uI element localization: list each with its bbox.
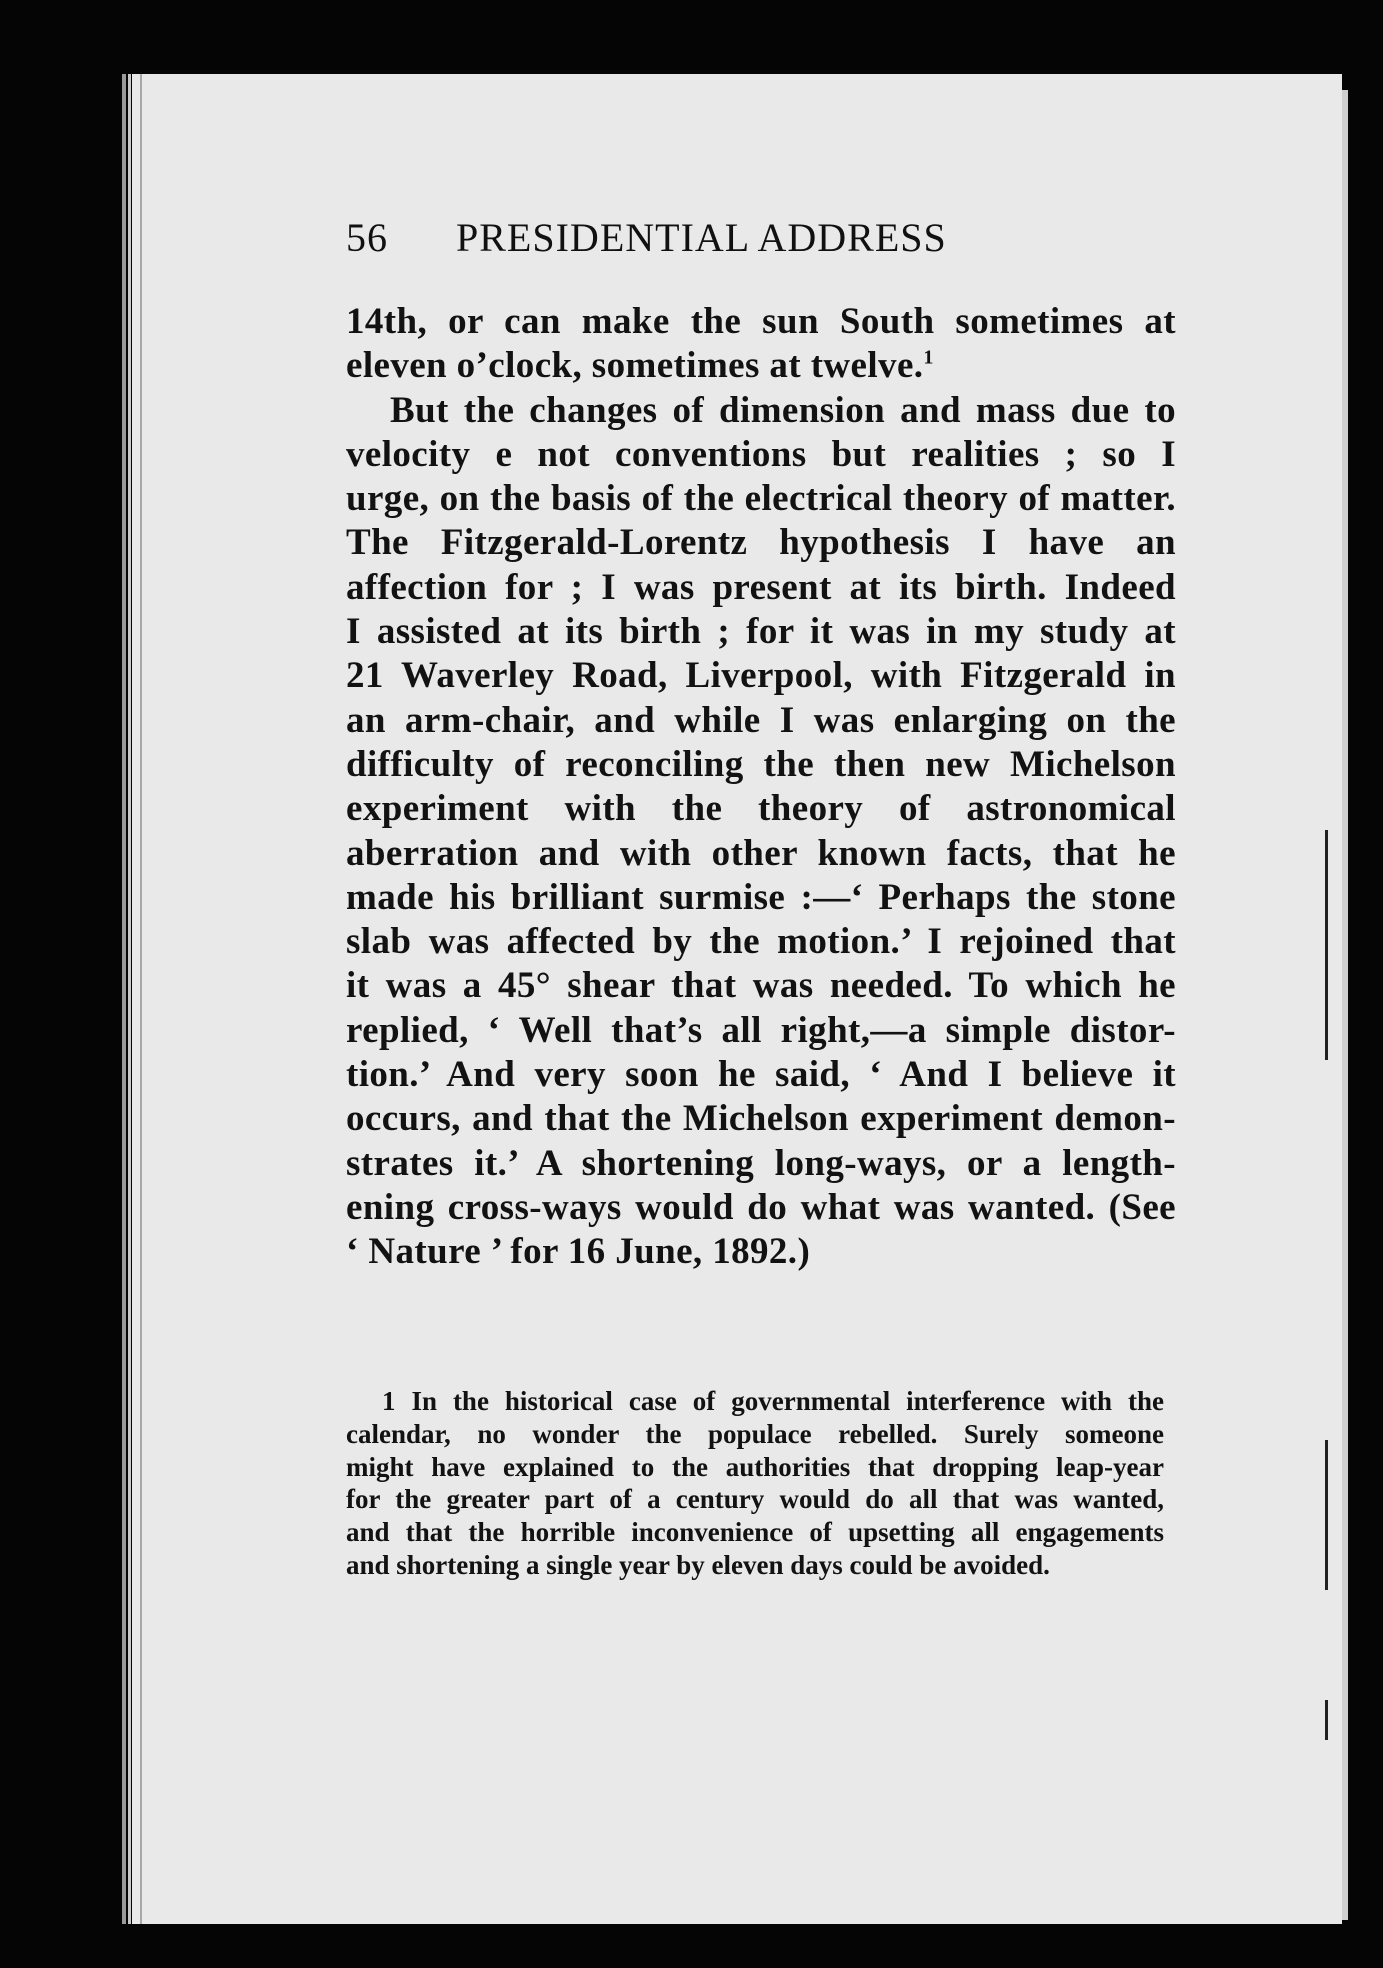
running-header — [346, 214, 947, 261]
text-line: ening cross-ways would do what was wanted. (See — [346, 1186, 1176, 1228]
text-line: The Fitzgerald-Lorentz hypothesis I have an — [346, 522, 1176, 564]
page-number: 56 — [346, 215, 388, 260]
text-line: difficulty of reconciling the then new Michelson — [346, 743, 1176, 785]
footnote-line: 1 In the historical case of governmental interference with the — [382, 1386, 1164, 1416]
edge-shadow-mark — [1325, 1440, 1328, 1590]
text-line: slab was affected by the motion.’ I rejoined that — [346, 921, 1176, 963]
text-line: replied, ‘ Well that’s all right,—a simple distor- — [346, 1009, 1176, 1051]
binding-edge — [122, 74, 126, 1924]
edge-shadow-mark — [1325, 830, 1328, 1060]
footnote — [346, 1385, 1164, 1582]
text-line: affection for ; I was present at its birth. Indeed — [346, 566, 1176, 608]
edge-shadow-mark — [1325, 1700, 1328, 1740]
binding-edge — [128, 74, 131, 1924]
text-line: ‘ Nature ’ for 16 June, 1892.) — [346, 1231, 811, 1273]
text-line: an arm-chair, and while I was enlarging on the — [346, 699, 1176, 741]
text-line: velocity e not conventions but realities ; so I — [346, 433, 1176, 475]
running-title: PRESIDENTIAL ADDRESS — [456, 215, 947, 260]
footnote-line: calendar, no wonder the populace rebelled. Surely someone — [346, 1418, 1164, 1449]
footnote-line: and that the horrible inconvenience of upsetting all engagements — [346, 1517, 1164, 1548]
page-fold-line — [140, 74, 142, 1924]
text-line: experiment with the theory of astronomical — [346, 788, 1176, 830]
text-line: urge, on the basis of the electrical theory of matter. — [346, 478, 1176, 520]
right-page-edge — [1342, 90, 1348, 1920]
footnote-marker: 1 — [923, 346, 934, 369]
text-line: But the changes of dimension and mass due to — [390, 389, 1176, 431]
text-line: 21 Waverley Road, Liverpool, with Fitzgerald in — [346, 655, 1176, 697]
text-line: aberration and with other known facts, that he — [346, 832, 1176, 874]
text-line: it was a 45° shear that was needed. To which he — [346, 965, 1176, 1007]
text-line: tion.’ And very soon he said, ‘ And I believe it — [346, 1054, 1176, 1096]
text-line — [346, 344, 1176, 388]
footnote-line: and shortening a single year by eleven days could be avoided. — [346, 1549, 1050, 1580]
footnote-line: might have explained to the authorities that dropping leap-year — [346, 1451, 1164, 1482]
text-line: strates it.’ A shortening long-ways, or a length- — [346, 1142, 1176, 1184]
text-line: made his brilliant surmise :—‘ Perhaps the stone — [346, 876, 1176, 918]
text-line-content: eleven o’clock, sometimes at twelve. — [346, 345, 924, 387]
text-line: 14th, or can make the sun South sometimes at — [346, 301, 1176, 342]
footnote-line: for the greater part of a century would do all that was wanted, — [346, 1484, 1164, 1515]
body-text — [346, 300, 1176, 1275]
text-line: I assisted at its birth ; for it was in my study at — [346, 611, 1176, 653]
text-line: occurs, and that the Michelson experiment demon- — [346, 1098, 1176, 1140]
